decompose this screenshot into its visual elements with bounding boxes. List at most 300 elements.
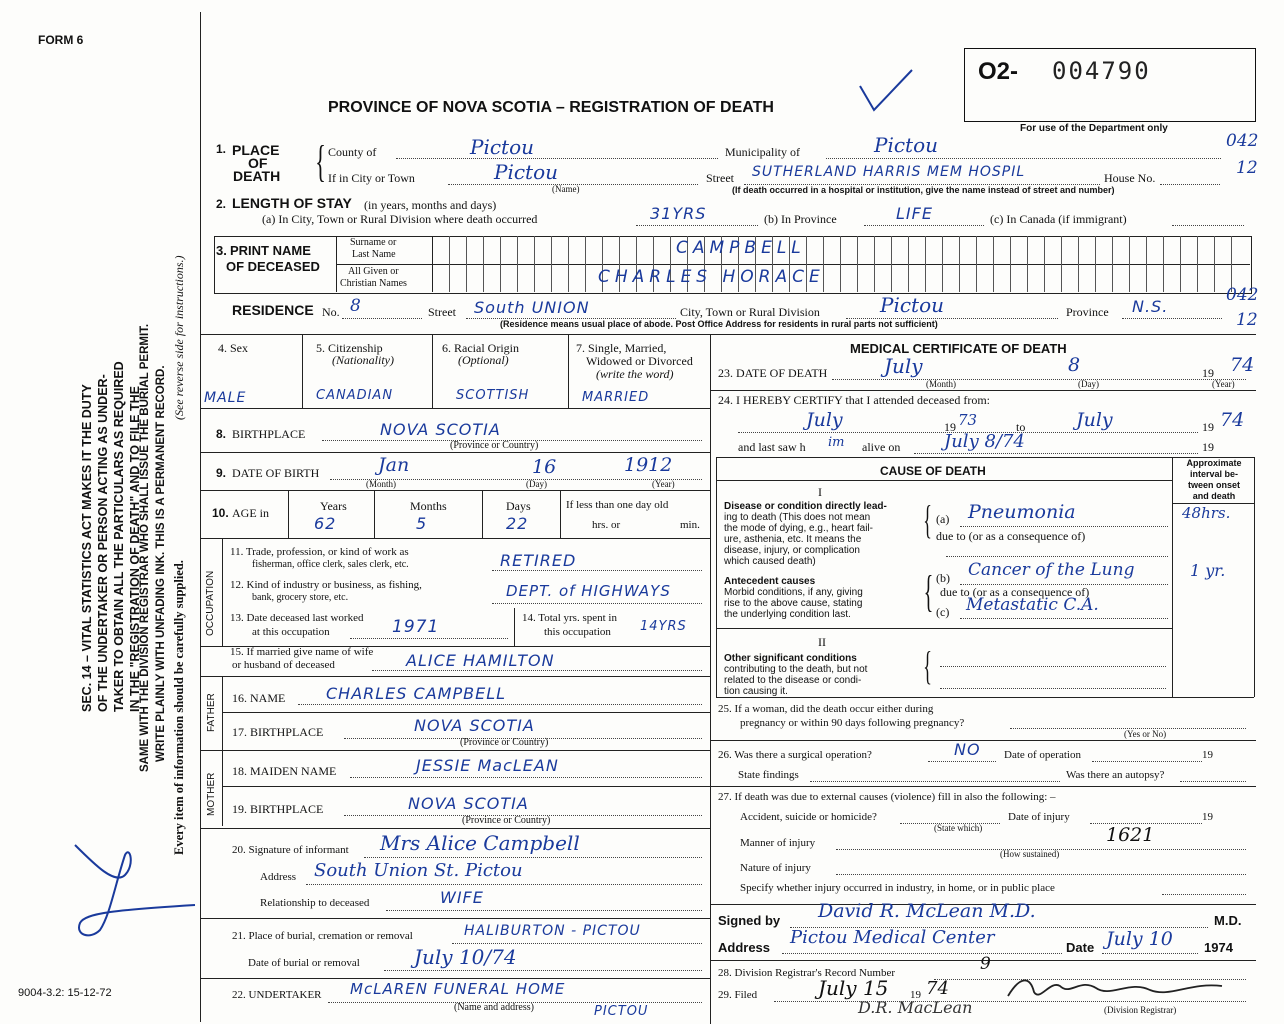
residence-province-value: N.S. — [1132, 297, 1169, 316]
stay-a-label: (a) In City, Town or Rural Division where death occurred — [262, 212, 538, 226]
character-box-tick — [1061, 264, 1062, 292]
character-box-tick — [1027, 264, 1028, 292]
occupation-a12: DEPT. of HIGHWAYS — [506, 582, 671, 600]
page-title: PROVINCE OF NOVA SCOTIA – REGISTRATION OF DEATH — [328, 99, 774, 116]
q27-specify: Specify whether injury occurred in industry, in home, or in public place — [740, 882, 1055, 894]
character-box-tick — [840, 264, 841, 292]
cause-c-line — [960, 618, 1168, 619]
cause-a-line — [960, 526, 1168, 527]
place-death-label: DEATH — [233, 168, 281, 184]
q26-autopsy-line — [1180, 781, 1246, 782]
birthplace-value: NOVA SCOTIA — [380, 420, 501, 439]
occupation-q11-2: fisherman, office clerk, sales clerk, etc. — [252, 559, 409, 570]
direct-4: ure, asthenia, etc. It means the — [724, 534, 862, 545]
cause-b-interval: 1 yr. — [1190, 561, 1226, 580]
certify-from-prefix: 19 — [944, 420, 956, 434]
character-box-tick — [976, 236, 977, 264]
spouse-line — [372, 670, 702, 671]
death-date-label: 23. DATE OF DEATH — [718, 366, 828, 380]
character-box-tick — [534, 264, 535, 292]
stay-a-line — [636, 225, 758, 226]
citizenship-sub: (Nationality) — [332, 353, 394, 367]
certify-to-year: 74 — [1220, 409, 1245, 431]
character-box-tick — [1095, 236, 1096, 264]
mother-bp-value: NOVA SCOTIA — [408, 794, 529, 813]
mother-name-label: 18. MAIDEN NAME — [232, 764, 337, 778]
residence-code-2: 12 — [1236, 310, 1258, 330]
q27-date-inj: Date of injury — [1008, 811, 1070, 823]
character-box-tick — [1044, 264, 1045, 292]
signed-date-line — [1102, 953, 1198, 954]
character-box-tick — [1078, 236, 1079, 264]
burial-place-line — [452, 943, 702, 944]
occupation-q12-line — [492, 603, 702, 604]
cause-right-border — [1254, 457, 1255, 697]
stay-c-line — [1172, 225, 1244, 226]
city-value: Pictou — [494, 160, 559, 184]
div-sex — [302, 334, 303, 408]
surname-character-boxes — [432, 236, 1250, 264]
q27-state: (State which) — [934, 823, 983, 833]
mother-name-value: JESSIE MacLEAN — [416, 756, 559, 775]
character-box-tick — [1146, 264, 1147, 292]
alive-label: alive on — [862, 440, 901, 454]
character-box-tick — [500, 264, 501, 292]
character-box-tick — [466, 236, 467, 264]
q26-date-label: Date of operation — [1004, 749, 1081, 761]
character-box-tick — [1214, 236, 1215, 264]
cause-top-border — [716, 457, 1254, 458]
deceased-num: 3. — [216, 243, 227, 258]
sex-label: 4. Sex — [218, 341, 248, 355]
residence-label: RESIDENCE — [232, 302, 314, 318]
residence-street-value: South UNION — [474, 298, 590, 317]
side-instruction-6: WRITE PLAINLY WITH UNFADING INK. THIS IS A PERMANENT RECORD. — [155, 365, 167, 762]
character-box-tick — [1197, 264, 1198, 292]
surname-value: CAMPBELL — [676, 238, 806, 258]
divider-age — [200, 538, 710, 539]
divider-birthplace — [200, 452, 710, 453]
character-box-tick — [1214, 264, 1215, 292]
character-box-tick — [517, 236, 518, 264]
certify-from-year: 73 — [958, 411, 978, 429]
character-box-tick — [1112, 264, 1113, 292]
q27-year-prefix: 19 — [1202, 811, 1213, 823]
stay-num: 2. — [216, 197, 227, 211]
divider-q25 — [710, 740, 1256, 741]
character-box-tick — [823, 236, 824, 264]
age-div-1 — [288, 490, 289, 538]
place-of-label: OF — [248, 155, 268, 171]
stay-b-line — [864, 225, 984, 226]
death-month-sub: (Month) — [926, 379, 956, 389]
character-box-tick — [1078, 264, 1079, 292]
occupation-q12-1: 12. Kind of industry or business, as fishing, — [230, 579, 422, 591]
burial-date-line — [384, 970, 702, 971]
dob-num: 9. — [216, 466, 227, 480]
character-box-tick — [636, 236, 637, 264]
character-box-tick — [1163, 264, 1164, 292]
direct-1: Disease or condition directly lead- — [724, 501, 887, 512]
character-box-tick — [857, 264, 858, 292]
q27-nature-line — [836, 874, 1246, 875]
character-box-tick — [908, 264, 909, 292]
registration-prefix: O2- — [978, 58, 1019, 85]
mother-bp-sub: (Province or Country) — [462, 815, 551, 826]
street-label: Street — [706, 171, 734, 185]
signed-addr-line — [782, 953, 1062, 954]
house-label: House No. — [1104, 171, 1156, 185]
stay-label: LENGTH OF STAY — [232, 195, 352, 211]
department-use-label: For use of the Department only — [1020, 123, 1168, 134]
direct-3: the mode of dying, e.g., heart fail- — [724, 523, 873, 534]
hospital-note: (If death occurred in a hospital or institution, give the name instead of street and number) — [732, 185, 1115, 195]
character-box-tick — [483, 236, 484, 264]
character-box-tick — [1061, 236, 1062, 264]
citizenship-value: CANADIAN — [316, 388, 394, 403]
death-date-year-prefix: 19 — [1202, 366, 1214, 380]
divider-dob — [200, 490, 710, 491]
last-seen-him: im — [828, 435, 845, 450]
occupation-q11-1: 11. Trade, profession, or kind of work as — [230, 546, 409, 558]
character-box-tick — [1095, 264, 1096, 292]
deceased-label-2: OF DECEASED — [226, 259, 320, 274]
other-line-1 — [940, 666, 1166, 667]
age-min-label: min. — [680, 519, 700, 531]
municipality-value: Pictou — [874, 133, 939, 157]
death-year-sub: (Year) — [1212, 379, 1235, 389]
place-num: 1. — [216, 142, 227, 156]
spouse-q1: 15. If married give name of wife — [230, 646, 374, 658]
informant-rel-label: Relationship to deceased — [260, 897, 370, 909]
surname-label-2: Last Name — [352, 249, 396, 260]
ante-3: rise to the above cause, stating — [724, 598, 863, 609]
character-box-tick — [942, 264, 943, 292]
death-day-sub: (Day) — [1078, 379, 1099, 389]
registrar-signature-mark — [1000, 972, 1230, 1006]
marital-sub: (write the word) — [596, 367, 674, 381]
occupation-a14: 14YRS — [640, 619, 687, 634]
interval-3: tween onset — [1187, 480, 1240, 490]
last-seen-label: and last saw h — [738, 440, 806, 454]
divider-spouse — [200, 676, 710, 677]
other-1: Other significant conditions — [724, 653, 857, 664]
character-box-tick — [942, 236, 943, 264]
character-box-tick — [1180, 236, 1181, 264]
cause-brace-2: { — [923, 567, 934, 616]
signed-year: 1974 — [1204, 940, 1233, 955]
undertaker-place: PICTOU — [594, 1004, 649, 1019]
occupation-side-label: OCCUPATION — [205, 570, 216, 636]
q26-date-line — [1092, 761, 1202, 762]
character-box-tick — [1010, 264, 1011, 292]
cause-a-interval: 48hrs. — [1182, 504, 1231, 522]
racial-sub: (Optional) — [458, 353, 509, 367]
place-code-1: 042 — [1226, 131, 1259, 151]
character-box-tick — [1044, 236, 1045, 264]
character-box-tick — [874, 236, 875, 264]
undertaker-value: McLAREN FUNERAL HOME — [350, 980, 566, 998]
character-box-tick — [551, 236, 552, 264]
cause-a-value: Pneumonia — [968, 501, 1076, 523]
side-instruction-5: SAME WITH THE DIVISION REGISTRAR WHO SHALL ISSUE THE BURIAL PERMIT. — [139, 323, 151, 772]
county-label: County of — [328, 145, 377, 159]
certify-to-prefix: 19 — [1202, 420, 1214, 434]
house-line — [1160, 184, 1220, 185]
divider-personal — [200, 408, 710, 409]
age-div-2 — [374, 490, 375, 538]
father-side-label: FATHER — [206, 693, 217, 732]
medical-heading: MEDICAL CERTIFICATE OF DEATH — [850, 341, 1067, 356]
q29-label: 29. Filed — [718, 989, 758, 1001]
residence-code-1: 042 — [1226, 285, 1259, 305]
cause-heading: CAUSE OF DEATH — [880, 464, 986, 478]
alive-line — [914, 453, 1198, 454]
marital-label-1: 7. Single, Married, — [576, 341, 667, 355]
ante-4: the underlying condition last. — [724, 609, 851, 620]
character-box-tick — [602, 236, 603, 264]
given-label-2: Christian Names — [340, 278, 407, 289]
character-box-tick — [1010, 236, 1011, 264]
signed-signature: David R. McLean M.D. — [818, 900, 1036, 922]
place-brace: { — [315, 137, 326, 186]
age-days-label: Days — [506, 499, 531, 513]
municipality-line — [826, 158, 1221, 159]
character-box-tick — [653, 236, 654, 264]
undertaker-sub: (Name and address) — [454, 1002, 534, 1013]
burial-place-value: HALIBURTON - PICTOU — [464, 923, 641, 939]
q26-year-prefix: 19 — [1202, 749, 1213, 761]
q29-sub: (Division Registrar) — [1104, 1005, 1177, 1015]
age-num: 10. — [212, 506, 229, 520]
informant-addr-line — [306, 884, 702, 885]
q27-how: (How sustained) — [1000, 849, 1060, 859]
direct-5: disease, injury, or complication — [724, 545, 860, 556]
q25-line2: pregnancy or within 90 days following pregnancy? — [740, 717, 965, 729]
cause-interval-divider — [1172, 457, 1173, 697]
cause-brace-3: { — [923, 643, 932, 688]
given-character-boxes — [432, 264, 1250, 292]
spouse-value: ALICE HAMILTON — [406, 651, 555, 670]
cause-bottom-border — [716, 697, 1254, 698]
residence-note: (Residence means usual place of abode. Post Office Address for residents in rural parts not sufficient) — [500, 319, 938, 329]
div-citizen — [432, 334, 433, 408]
cause-heading-rule — [716, 480, 1172, 481]
character-box-tick — [619, 236, 620, 264]
side-instruction-2: OF THE UNDERTAKER OR PERSON ACTING AS UNDER- — [96, 374, 110, 712]
burial-date-value: July 10/74 — [414, 945, 517, 969]
cause-due-1: due to (or as a consequence of) — [936, 529, 1086, 543]
racial-value: SCOTTISH — [456, 388, 530, 403]
q29-registrar-stamp: D.R. MacLean — [858, 998, 973, 1017]
character-box-tick — [500, 236, 501, 264]
age-years-value: 62 — [314, 514, 337, 533]
dob-day: 16 — [532, 456, 557, 478]
cause-left-border — [716, 457, 717, 697]
stay-a-value: 31YRS — [650, 204, 707, 223]
q27-code: 1621 — [1106, 824, 1155, 846]
city-name-sub: (Name) — [552, 184, 580, 194]
dob-label: DATE OF BIRTH — [232, 466, 320, 480]
county-line — [396, 158, 718, 159]
signed-label: Signed by — [718, 913, 781, 928]
undertaker-label: 22. UNDERTAKER — [232, 989, 322, 1001]
birthplace-num: 8. — [216, 427, 227, 441]
signed-md: M.D. — [1214, 913, 1242, 928]
occupation-q14-1: 14. Total yrs. spent in — [522, 612, 617, 624]
character-box-tick — [1180, 264, 1181, 292]
death-date-month: July — [884, 354, 923, 378]
occupation-a11: RETIRED — [500, 551, 577, 570]
signed-addr-label: Address — [718, 940, 771, 955]
stay-b-label: (b) In Province — [764, 212, 837, 226]
form-label: FORM 6 — [38, 33, 84, 47]
death-date-year: 74 — [1230, 354, 1255, 376]
signed-date-value: July 10 — [1106, 928, 1173, 950]
character-box-tick — [959, 264, 960, 292]
stay-c-label: (c) In Canada (if immigrant) — [990, 212, 1127, 226]
character-box-tick — [568, 236, 569, 264]
father-bp-value: NOVA SCOTIA — [414, 716, 535, 735]
street-value: SUTHERLAND HARRIS MEM HOSPIL — [752, 164, 1026, 180]
occupation-q14-2: this occupation — [544, 626, 611, 638]
side-instruction-7: Every item of information should be carefully supplied. — [172, 560, 186, 855]
informant-sig-label: 20. Signature of informant — [232, 844, 349, 856]
divider-father-bp — [200, 750, 710, 751]
character-box-tick — [976, 264, 977, 292]
residence-no-value: 8 — [350, 296, 361, 316]
cause-c-label: (c) — [936, 605, 950, 619]
character-box-tick — [840, 236, 841, 264]
q27-specify-line — [1162, 894, 1246, 895]
age-months-value: 5 — [416, 514, 428, 533]
character-box-tick — [1129, 264, 1130, 292]
stay-sub: (in years, months and days) — [364, 198, 497, 212]
column-divider — [710, 334, 711, 1024]
cause-due-2: due to (or as a consequence of) — [940, 585, 1090, 599]
spouse-q2: or husband of deceased — [232, 659, 335, 671]
character-box-tick — [1197, 236, 1198, 264]
cause-b-label: (b) — [936, 571, 950, 585]
occupation-a13: 1971 — [392, 617, 440, 637]
informant-sig-value: Mrs Alice Campbell — [380, 831, 580, 855]
q26-line — [928, 761, 996, 762]
stay-b-value: LIFE — [896, 204, 933, 223]
residence-street-label: Street — [428, 305, 456, 319]
q29-year: 74 — [926, 978, 949, 999]
signed-date-label: Date — [1066, 940, 1095, 955]
residence-no-label: No. — [322, 305, 340, 319]
character-box-tick — [1231, 236, 1232, 264]
father-name-line — [298, 704, 702, 705]
dob-month: Jan — [378, 454, 410, 476]
cause-b-value: Cancer of the Lung — [968, 560, 1135, 580]
interval-2: interval be- — [1189, 469, 1238, 479]
sex-value: MALE — [204, 390, 247, 406]
age-less-label: If less than one day old — [566, 499, 669, 511]
given-label-1: All Given or — [348, 266, 399, 277]
age-months-label: Months — [410, 499, 447, 513]
occupation-side-divider — [222, 538, 223, 646]
character-box-tick — [993, 236, 994, 264]
side-instruction-1: SEC. 14 – VITAL STATISTICS ACT MAKES IT THE DUTY — [80, 384, 94, 712]
surname-label-1: Surname or — [350, 237, 397, 248]
father-name-value: CHARLES CAMPBELL — [326, 684, 507, 703]
occupation-q13-2: at this occupation — [252, 626, 330, 638]
character-box-tick — [857, 236, 858, 264]
burial-date-label: Date of burial or removal — [248, 957, 360, 969]
other-4: tion causing it. — [724, 686, 788, 697]
occupation-q11-line — [492, 570, 702, 571]
mother-side-label: MOTHER — [206, 772, 217, 816]
q27-nature: Nature of injury — [740, 862, 811, 874]
informant-rel-line — [386, 910, 702, 911]
character-box-tick — [1129, 236, 1130, 264]
divider-mother-bp — [200, 828, 710, 829]
age-days-value: 22 — [506, 514, 529, 533]
divider-informant — [200, 918, 710, 919]
character-box-tick — [959, 236, 960, 264]
informant-rel-value: WIFE — [440, 888, 484, 907]
divider-residence — [200, 334, 1256, 335]
q27-label: 27. If death was due to external causes (violence) fill in also the following: – — [718, 791, 1056, 803]
birthplace-sub: (Province or Country) — [450, 440, 539, 451]
divider-burial — [200, 978, 710, 979]
age-years-label: Years — [320, 499, 347, 513]
divider-q23 — [710, 390, 1256, 391]
character-box-tick — [1146, 236, 1147, 264]
age-div-4 — [560, 490, 561, 538]
character-box-tick — [1163, 236, 1164, 264]
character-box-tick — [517, 264, 518, 292]
character-box-tick — [534, 236, 535, 264]
residence-province-line — [1122, 318, 1222, 319]
q26-label: 26. Was there a surgical operation? — [718, 749, 872, 761]
informant-addr-label: Address — [260, 871, 297, 883]
father-bp-sub: (Province or Country) — [460, 737, 549, 748]
age-div-3 — [482, 490, 483, 538]
side-instruction-8: (See reverse side for instructions.) — [172, 255, 186, 420]
cause-roman-2: II — [818, 635, 826, 649]
age-label: AGE in — [232, 506, 269, 520]
q27-accident: Accident, suicide or homicide? — [740, 811, 877, 823]
character-box-tick — [585, 264, 586, 292]
ante-2: Morbid conditions, if any, giving — [724, 587, 863, 598]
check-mark-icon — [856, 66, 916, 116]
mother-name-line — [350, 777, 702, 778]
occupation-q13-1: 13. Date deceased last worked — [230, 612, 364, 624]
father-side-divider — [222, 676, 223, 750]
signed-addr-value: Pictou Medical Center — [790, 927, 995, 948]
cause-brace-1: { — [923, 497, 932, 542]
character-box-tick — [1027, 236, 1028, 264]
mother-side-divider — [222, 750, 223, 826]
father-bp-label: 17. BIRTHPLACE — [232, 725, 324, 739]
character-box-tick — [585, 236, 586, 264]
municipality-label: Municipality of — [725, 145, 800, 159]
cause-a-label: (a) — [936, 512, 950, 526]
character-box-tick — [568, 264, 569, 292]
direct-2: ing to death (This does not mean — [724, 512, 871, 523]
father-name-label: 16. NAME — [232, 691, 286, 705]
character-box-tick — [483, 264, 484, 292]
city-label: If in City or Town — [328, 171, 415, 185]
residence-city-label: City, Town or Rural Division — [680, 305, 820, 319]
citizenship-label: 5. Citizenship — [316, 341, 383, 355]
burial-q: 21. Place of burial, cremation or removal — [232, 930, 413, 942]
side-instruction-4: IN THE "REGISTRATION OF DEATH" AND TO FILE THE — [128, 386, 142, 712]
informant-sig-line — [364, 857, 702, 858]
